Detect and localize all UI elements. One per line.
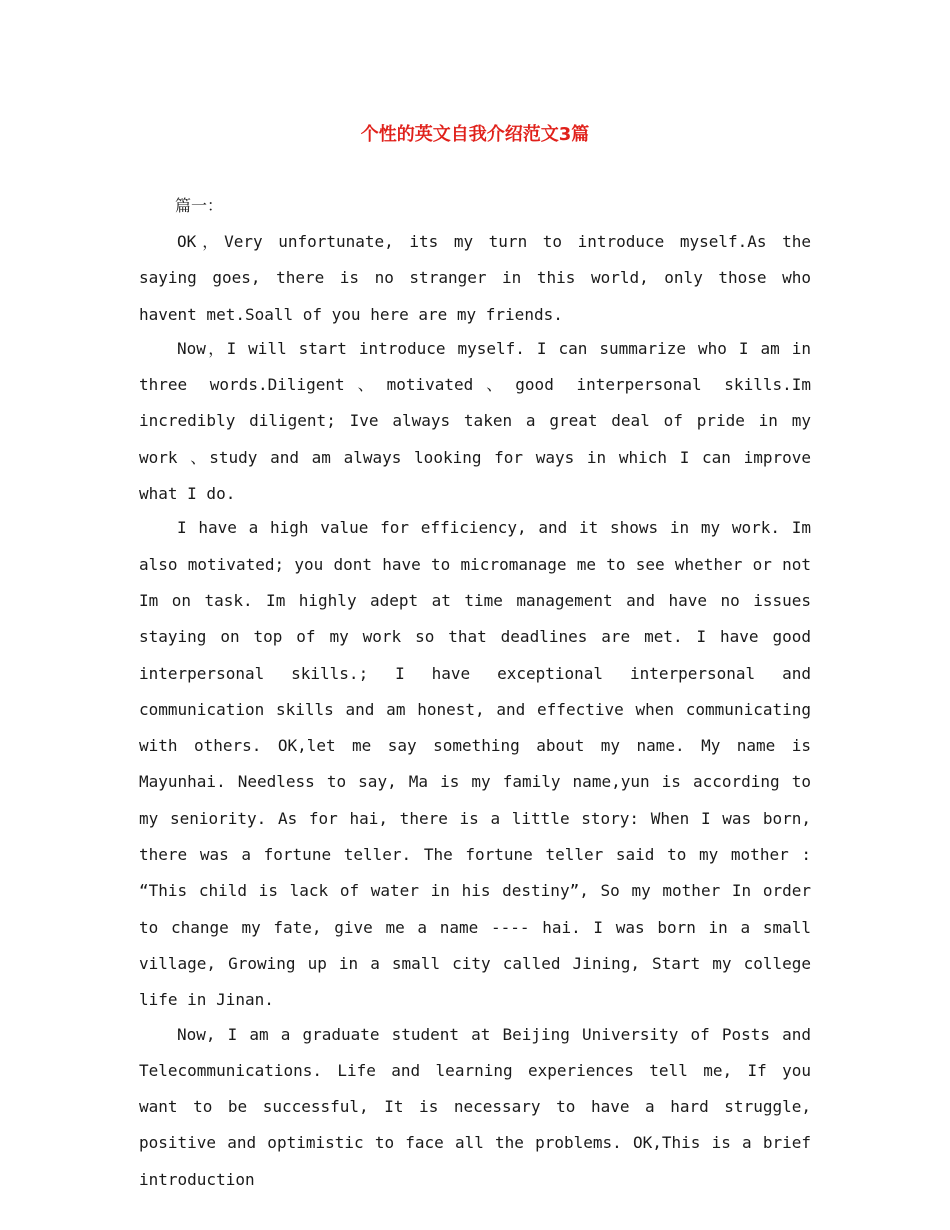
document-body	[139, 190, 811, 1196]
paragraph-1: OK，Very unfortunate, its my turn to introduce myself.As the saying goes, there is no stranger in this world, only those who havent met.Soall of you here are my friends.	[139, 232, 811, 324]
paragraph-4: Now, I am a graduate student at Beijing University of Posts and Telecommunications. Life and learning experiences tell me, If you want to be successful, It is necessary to have a hard struggle, positive and optimistic to face all the problems. OK,This is a brief introduction	[139, 1024, 811, 1189]
paragraph-3: I have a high value for efficiency, and it shows in my work. Im also motivated; you dont have to micromanage me to see whether or not Im on task. Im highly adept at time management and have no issues staying on top of my work so that deadlines are met. I have good interpersonal skills.; I have exceptional interpersonal and communication skills and am honest, and effective when communicating with others. OK,let me say something about my name. My name is Mayunhai. Needless to say, Ma is my family name,yun is according to my seniority. As for hai, there is a little story: When I was born, there was a fortune teller. The fortune teller said to my mother : “This child is lack of water in his destiny”, So my mother In order to change my fate, give me a name ---- hai. I was born in a small village, Growing up in a small city called Jining, Start my college life in Jinan.	[139, 518, 811, 1010]
paragraph-2: Now，I will start introduce myself. I can summarize who I am in three words.Diligent、motivated、good interpersonal skills.Im incredibly diligent; Ive always taken a great deal of pride in my work 、study and am always looking for ways in which I can improve what I do.	[139, 338, 811, 504]
document-title: 个性的英文自我介绍范文3篇	[360, 124, 590, 145]
section-label: 篇一：	[175, 196, 224, 215]
